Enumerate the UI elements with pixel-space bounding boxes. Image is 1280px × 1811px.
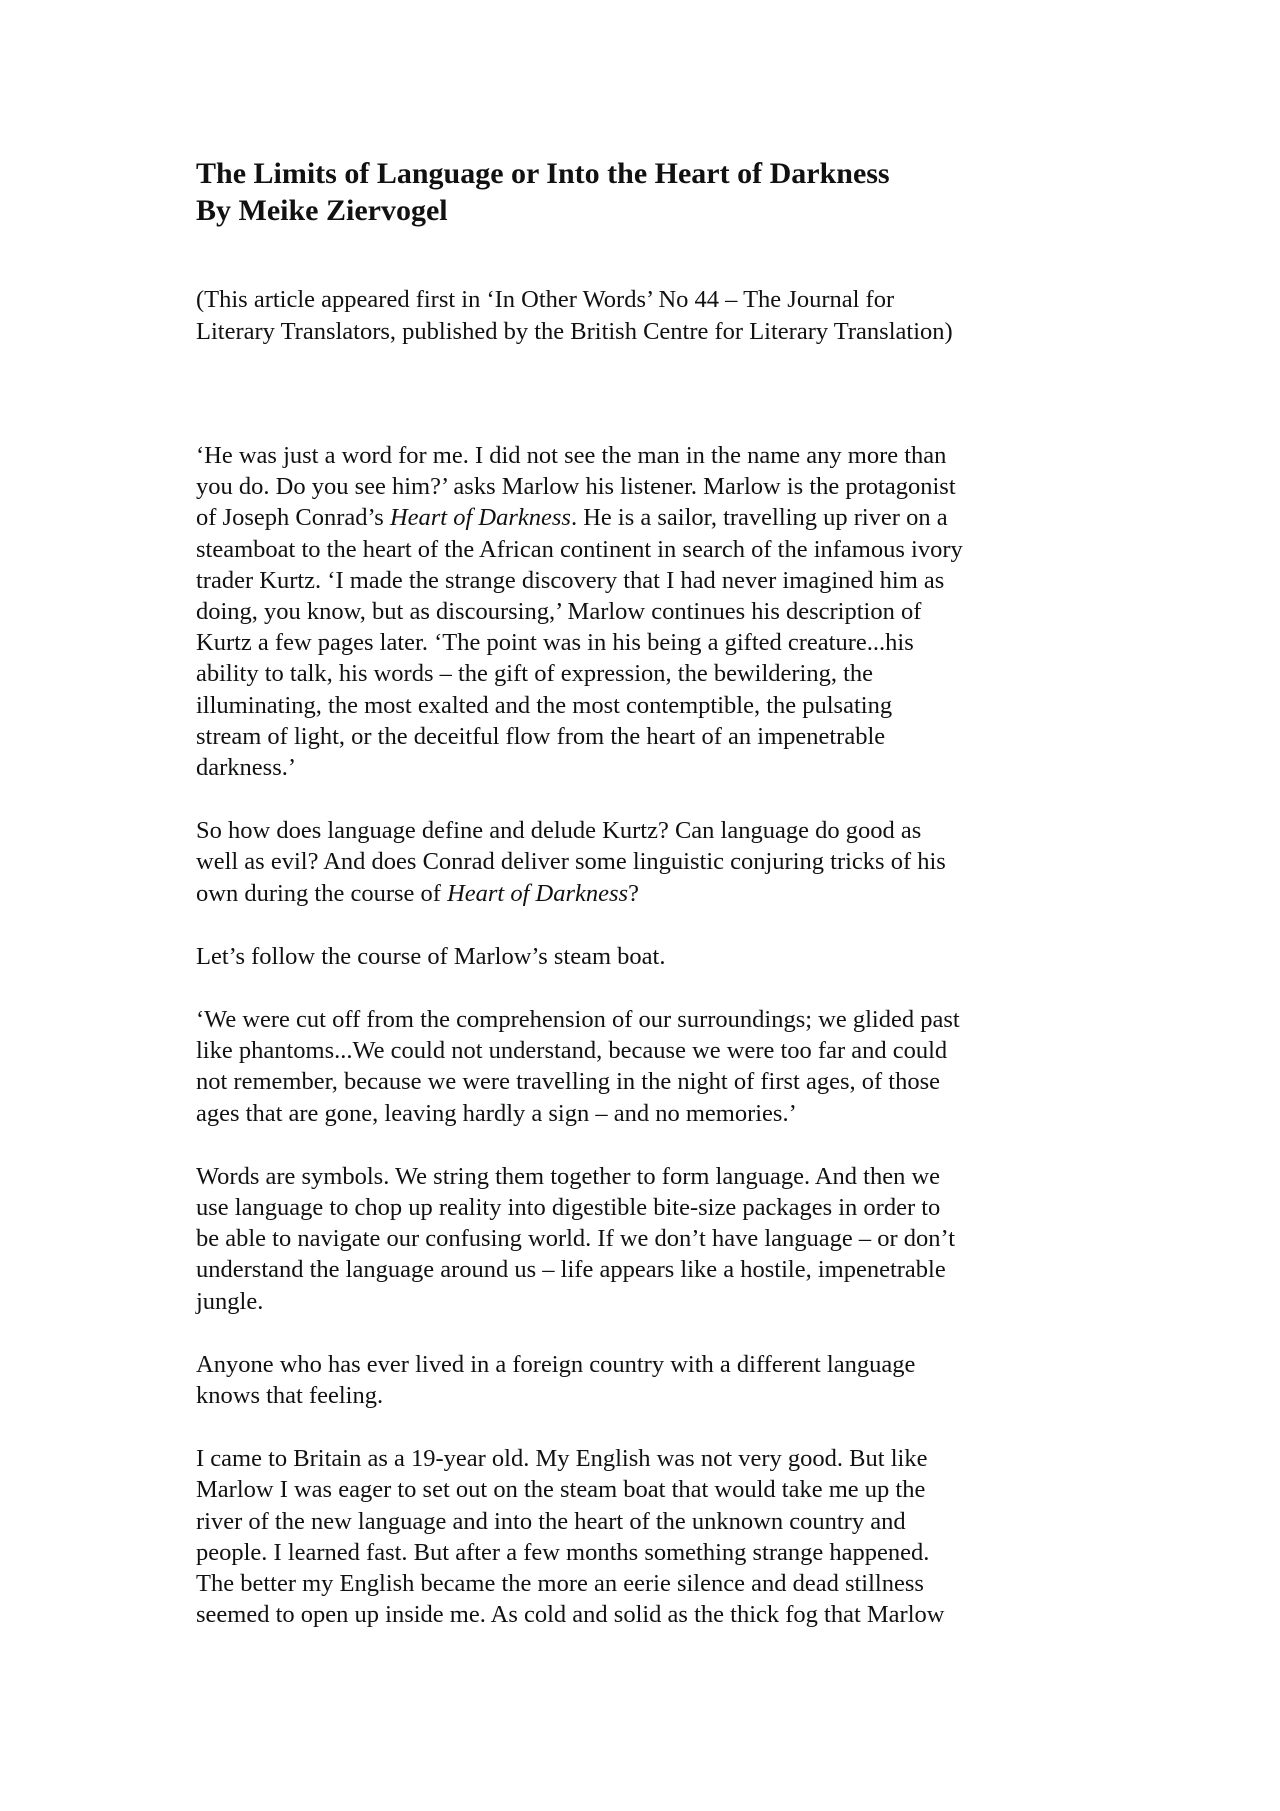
text-line: ability to talk, his words – the gift of expression, the bewildering, the [196,660,874,688]
document-page [196,155,1096,1663]
text-run: . He is a sailor, travelling up river on a [570,504,948,532]
text-line [196,878,1096,909]
text-line: ‘He was just a word for me. I did not see the man in the name any more than [196,442,947,469]
paragraph-4 [196,1004,1096,1129]
text-line: Kurtz a few pages later. ‘The point was in his being a gifted creature...his [196,629,914,657]
text-run: ? [628,879,639,907]
paragraph-1 [196,440,1096,783]
text-line: knows that feeling. [196,1382,384,1410]
text-line: well as evil? And does Conrad deliver some linguistic conjuring tricks of his [196,848,946,876]
text-line [196,502,1096,533]
article-body [196,440,1096,1631]
text-line: you do. Do you see him?’ asks Marlow his listener. Marlow is the protagonist [196,473,956,501]
text-line: Words are symbols. We string them together to form language. And then we [196,1162,941,1190]
text-line: darkness.’ [196,754,297,782]
text-line: like phantoms...We could not understand, because we were too far and could [196,1037,948,1065]
text-line: jungle. [196,1287,264,1315]
text-line: illuminating, the most exalted and the most contemptible, the pulsating [196,691,893,719]
author-byline: By Meike Ziervogel [196,194,448,227]
text-line: Anyone who has ever lived in a foreign country with a different language [196,1350,916,1378]
text-line: not remember, because we were travelling in the night of first ages, of those [196,1068,940,1096]
text-line: stream of light, or the deceitful flow from the heart of an impenetrable [196,722,886,750]
text-line: doing, you know, but as discoursing,’ Marlow continues his description of [196,598,922,626]
text-run: of Joseph Conrad’s [196,504,390,532]
text-line: people. I learned fast. But after a few months something strange happened. [196,1538,930,1566]
note-line: (This article appeared first in ‘In Other Words’ No 44 – The Journal for [196,286,895,313]
book-title: Heart of Darkness [447,879,629,907]
publication-note [196,284,1096,348]
text-line: understand the language around us – life appears like a hostile, impenetrable [196,1256,946,1284]
article-title [196,155,1096,229]
text-line: river of the new language and into the heart of the unknown country and [196,1507,906,1535]
paragraph-3 [196,941,1096,972]
text-line: Marlow I was eager to set out on the steam boat that would take me up the [196,1476,926,1504]
text-line: I came to Britain as a 19-year old. My English was not very good. But like [196,1445,928,1473]
paragraph-6 [196,1349,1096,1411]
paragraph-2 [196,815,1096,909]
title-line: The Limits of Language or Into the Heart of Darkness [196,157,890,190]
text-line: ages that are gone, leaving hardly a sign – and no memories.’ [196,1099,797,1127]
text-line: steamboat to the heart of the African continent in search of the infamous ivory [196,535,963,563]
text-line: The better my English became the more an eerie silence and dead stillness [196,1570,924,1598]
text-line: So how does language define and delude Kurtz? Can language do good as [196,817,922,845]
paragraph-5 [196,1161,1096,1317]
text-run: own during the course of [196,879,448,907]
text-line: ‘We were cut off from the comprehension of our surroundings; we glided past [196,1006,960,1034]
text-line: Let’s follow the course of Marlow’s steam boat. [196,942,666,970]
paragraph-7 [196,1443,1096,1630]
text-line: trader Kurtz. ‘I made the strange discovery that I had never imagined him as [196,566,945,594]
text-line: be able to navigate our confusing world. If we don’t have language – or don’t [196,1225,956,1253]
book-title: Heart of Darkness [389,504,571,532]
note-line: Literary Translators, published by the British Centre for Literary Translation) [196,318,953,345]
text-line: seemed to open up inside me. As cold and solid as the thick fog that Marlow [196,1601,945,1629]
text-line: use language to chop up reality into digestible bite-size packages in order to [196,1194,941,1222]
